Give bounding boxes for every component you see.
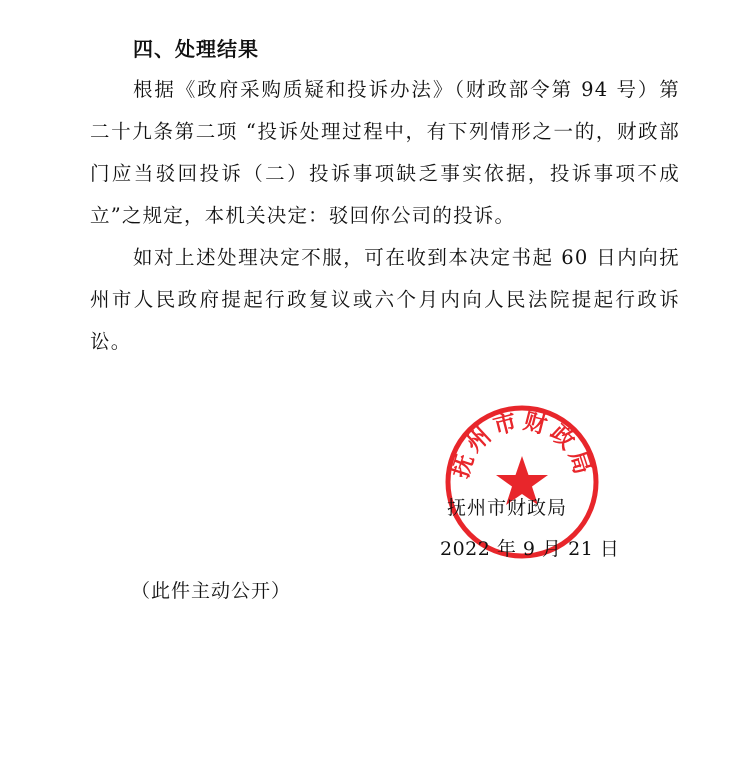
issuing-organization: 抚州市财政局 [447, 497, 568, 519]
disclosure-note: （此件主动公开） [131, 580, 292, 602]
paragraph-legal-basis: 根据《政府采购质疑和投诉办法》（财政部令第 94 号）第二十九条第二项 “投诉处理过程中，有下列情形之一的，财政部门应当驳回投诉（二）投诉事项缺乏事实依据，投诉事项不成立”之规定，本机关决定：驳回你公司的投诉。 [90, 78, 680, 227]
seal-text: 抚州市财政局 [447, 408, 597, 482]
paragraph-appeal-rights: 如对上述处理决定不服，可在收到本决定书起 60 日内向抚州市人民政府提起行政复议或六个月内向人民法院提起行政诉讼。 [90, 246, 680, 353]
issue-date: 2022 年 9 月 21 日 [440, 538, 620, 560]
section-heading: 四、处理结果 [133, 37, 259, 61]
